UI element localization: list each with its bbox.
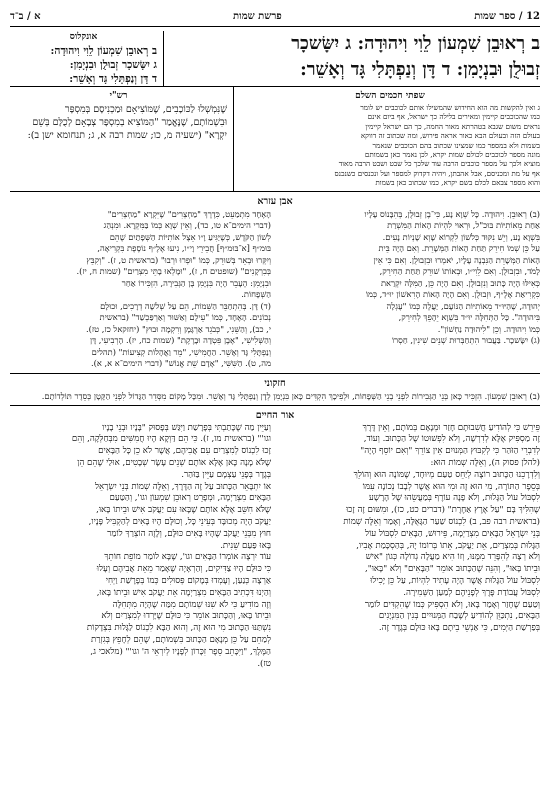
ibn-ezra-line: לָמֹד, וּבִזְבוּלֻן. וְאִם לֵוִי״ו, וּבְאוֹתוֹ שׁוּרֵק תַּחַת הַחִירֵק, [379, 266, 540, 277]
verse-line: זְבוּלֻן וּבִנְיָמִן: ד דָּן וְנַפְתָּלִי גָּד וְאָשֵׁר: [300, 59, 540, 80]
or-hachaim-line: כִּי כּוּלָּם הָיוּ צַדִּיקִים, וְהַרְאָיָה שֶׁאָמַר מֵאֵת אֲבִיהֶם וְעָלוּ [96, 564, 271, 575]
chizkuni-title: חזקוני [264, 377, 286, 389]
ibn-ezra-line: י, כב), וְהַשֵּׁנִי, "כְּבֹגֵד אַרְגָּמָן וְרִקְמָה וּבוּץ" (יחזקאל כז, טז). [85, 323, 271, 334]
ibn-ezra-line: אַחַת מֵאוֹתִיּוֹת בּוּכ"ל, וּרְאוּי לִהְיוֹת הָאוֹת הַמִּשְׁרַת [387, 220, 540, 231]
torah-text-block [10, 31, 540, 87]
or-hachaim-line: בְּנֵי יִשְׂרָאֵל הַבָּאִים מִצְרַיְמָה, פֵּירוּשׁ, הַבָּאִים לִסְבּוֹל עוֹל [365, 528, 540, 539]
verses-column [163, 31, 540, 86]
or-hachaim-line: שֶׁהִלִּיךְ בָּם "עַל אֶרֶץ אַחֶרֶת" (דברים כט, כז), וּמִשּׁוּם זֶה זָכוּ [345, 505, 540, 516]
or-hachaim-line: הַבָּאִים, נִתְכַּוֵּן לְהוֹדִיעַ לְשֶׁבַח הַמְּנוּיִים בְּנִין הַמִּנְיָנִים [378, 611, 540, 622]
ibn-ezra-line: עַל כֵּן שְׁמוֹ חִירֵק תַּחַת הָאוֹת הַמְּשָׁרֵת. וְאִם הָיָה בֵּית [378, 243, 540, 254]
or-hachaim-line: אַרְצָה כְּנַעַן, וְעָמְדוּ בְּמָקוֹם פְּסוּלִים כְּמוֹ בְּפָרָשַׁת וַיְחִי [105, 576, 271, 587]
siftei-chachamim-column [233, 87, 540, 191]
ibn-ezra-col-left [10, 209, 271, 370]
or-hachaim-line: זֶה מַסְפִּיק אֶלָּא לְדִרְשָׁה, וְלֹא לִפְשׁוּטוֹ שֶׁל הַכָּתוּב. וְעוֹד, [363, 434, 540, 445]
siftei-text [240, 103, 540, 188]
ibn-ezra-line: נְכוֹנִים. הָאֶחָד, כְּמוֹ "עֵילָם וְאַשּׁוּר וְאַרְפַּכְשַׁד" (בראשית [99, 312, 271, 323]
or-hachaim-line: שֶׁלֹּא מָנָה כָּאן אֶלָּא אוֹתָם שְׁנֵים עָשָׂר שְׁבָטִים, אוּלַי שֶׁהֵם הֵן [77, 458, 271, 469]
ibn-ezra-line: כְּמוֹ וִיהוּדָה. וְכֵן "לִיהוּדָה נַחְשׁוֹן". [437, 323, 540, 334]
or-hachaim-line: בְּגֶדֶר בְּפָנֵי עַצְמָם עַיֵּין בַּזֹּהַר. [181, 469, 271, 480]
onkelos-line: ג יִשָּׂשכָר זְבוּלֻן וּבִנְיָמִן: [69, 59, 157, 71]
rashi-line: שֶׁנִּמְשְׁלוּ לַכּוֹכָבִים, שֶׁמּוֹצִיאָם וּמַכְנִיסָם בְּמִסְפָּר [64, 104, 227, 115]
header-chapter-verse: א / ב־ד [10, 10, 41, 22]
siftei-line: בשמות ולא במספר כמו שמצינו שכתוב בהם הכוכבים שנאמר [372, 140, 540, 150]
siftei-line: כמו שהכוכבים קיימין ומאירים בלילה כך ישראל, אף ביום אינם [367, 112, 540, 122]
or-hachaim-line: נִשְׁתַּנּוּ הַכָּתוּב מִי הוּא זֶה, וְהוּא הַבָּא לִכְנוֹס לַגָּלוּת בִּצְדָקוֹת [86, 623, 271, 634]
page [10, 8, 540, 783]
ibn-ezra-line: מה, ט). הַשִּׁשִּׁי, "אָדָם שֵׁת אֱנוֹשׁ" (דברי הימים־א א, א). [91, 358, 271, 369]
rashi-line: וּבִשְׁמוֹתָם, שֶׁנֶּאֱמַר "הַמּוֹצִיא בְמִסְפָּר צְבָאָם לְכֻלָּם בְּשֵׁם [32, 117, 227, 128]
ibn-ezra-line: וְנַפְתָּלִי גָּד וְאָשֵׁר. הַחֲמִישִׁי, "מֵר וַאֲהָלוֹת קְצִיעוֹת" (תהלים [91, 346, 271, 357]
ibn-ezra-line: וּבִנְיָמִן: הֶעָבֵר הָיָה בִּנְיָמִן בֶּן הַגְּבִירָה, הִזְכִּירוֹ אַחַר [121, 277, 271, 288]
ibn-ezra-line: הַשְּׁפָחוֹת. [241, 289, 271, 300]
or-hachaim-line: וְעַיֵּין מַה שֶׁכָּתַבְתִּי בְּפָרָשַׁת וַיִּגַּשׁ בְּפָסוּק "בָּנָיו וּבְנֵי בָנָיו [102, 422, 271, 433]
or-hachaim-line: וּבֵיתוֹ בָּאוּ", וְהִנֵּה שֶׁהַכָּתוּב אוֹמֵר "הַבָּאִים" וְלֹא "בָּאוּ", [365, 564, 540, 575]
ibn-ezra-line: בִּיהוּדָה". כָּל הַתְּחִלָּה יוּ״ד בִּשְׁוָא יֵהָפֵךְ לְחִירֵק, [398, 312, 540, 323]
ibn-ezra-line: הָאֶחָד מִתְמַעֵט, כִּדֶרֶךְ "מַחְצְרִים" שֶׁיִּקְרָא "מַחְצְרִים" [107, 208, 271, 219]
ibn-ezra-line: בִּשְׁוָא נָע, וְיֵשׁ נִקּוּד כְּלֹשׁוֹן לִקְרוֹא שָׁוְא שָׁנְיוֹת נָעִים. [382, 231, 540, 242]
or-hachaim-line: לְמַחֵם עַל כֵּן מְנָאָם הַכָּתוּב בִּשְׁמוֹתָם, שֶׁהֵם לְחָפֵץ בְּגִזְרַת [91, 635, 271, 645]
ibn-ezra-line: הָאוֹת הַמְּשָׁרֵת הַנִּבְנֶה עָלָיו, יֹאמְרוּ וּבִזְבוּלֻן. וְאִם כִּי אֵין [373, 254, 540, 265]
or-hachaim-section [10, 406, 540, 674]
onkelos-line: ב רְאוּבֵן שִׁמְעוֹן לֵוִי וִיהוּדָה: [50, 45, 157, 57]
ibn-ezra-line: בּוּמ״ף [א־בּוּמ״ף] חֲבֵירֵי וָי״ו, נִיעוּ אֶלֶ״ף נוֹסֶפֶת בִּקְרִיאָה, [97, 243, 271, 254]
or-hachaim-col-left [10, 423, 271, 671]
chizkuni-text: (ב) רְאוּבֵן שִׁמְעוֹן. הִזְכִּיר כָּאן בְּנֵי הַגְּבִירוֹת לִפְנֵי בְנֵי הַשְּׁפָחוֹת, וּלְפִיכָךְ הִקְדִּים כָּאן בִּנְיָמִן לְדָן וְנַפְתָּלִי גָּד וְאָשֵׁר. וּמִכָּל מָקוֹם מִסְּדֵר הַגָּדוֹל לִפְנֵי הַקָּטָן כְּסֵדֶר תּוֹלְדוֹתָם. [41, 390, 540, 401]
or-hachaim-line: וּבֵיתוֹ בָּאוּ, וְהַכָּתוּב אוֹמֵר כִּי כּוּלָּם שֶׁיָּרְדוּ לְמִצְרַיִם וְלֹא [101, 611, 271, 622]
or-hachaim-line: הַמֶּלֶךְ, "וַיִּכָּתֵב סֵפֶר זִכָּרוֹן לְפָנָיו לְיִרְאֵי ה' וגו'" (מלאכי ג, [90, 646, 271, 657]
ibn-ezra-section [10, 192, 540, 374]
or-hachaim-line: וְטַעַם שֶׁחָזַר וְאָמַר בָּאוּ, וְלֹא הִסְפִּיק כְּמוֹ שֶׁהִקְדִּים לוֹמַר [364, 599, 540, 610]
siftei-line: ג ואין להקשות מה הוא החידוש שהמשילו אותם לכוכבים יש לומר [360, 103, 540, 112]
or-hachaim-line: חוּץ מִבְּנֵי יַעֲקֹב שֶׁהָיוּ בָּאִים כּוּלָּם, וְלָזֶה הוֹצְרַךְ לוֹמַר [107, 528, 271, 539]
ibn-ezra-line: (דברי הימים־א טו, כד), וְאֵין שְׁוָא כְּמוֹ בַּמִּקְרָא. וּמִנְהַג [103, 220, 271, 231]
or-hachaim-line: הַגָּלוּת בְּמִצְרַיִם, אֵת יַעֲקֹב, אֵתוֹ בְּרוֹמוֹ יָהּ, בְּהַסְכָּמַת אָבִיו, [356, 540, 540, 551]
or-hachaim-line: וְלִדְרָכֵנוּ הַכָּתוּב רוֹצֶה לְיַחֵס טַעַם מְיוּחָד, שֶׁמּוֹנָה הוּא וְהוֹלֵךְ [353, 469, 540, 480]
siftei-line: אף על מת ומכניסם, אבל אהבתן, ויהיה דקדוק למספר ועל ונכנסים כשנכנס [334, 168, 540, 178]
ibn-ezra-line: כְּאִילּוּ הָיָה כָּתוּב וְנִזְבוּלֻן. וְאִם הָיָה כֵּן, הַמִּלָּה יִקְרַאת [380, 277, 540, 288]
or-hachaim-line: בְּפַרְשַׁת הַיְּמִים, כִּי אַנְשֵׁי בֵיתָם בָּאוּ כּוּלָם בְּגֶדֶר זֶה. [378, 623, 540, 634]
onkelos-column [10, 31, 163, 86]
ibn-ezra-col-right [279, 209, 540, 370]
or-hachaim-line: זָכוּ לִכְנוֹס לְמִצְרַיִם עִם אֲבִיהֶם, אֲשֶׁר לֹא כֵן כָּל הַבָּאִים [98, 446, 271, 457]
or-hachaim-col-right [279, 423, 540, 671]
or-hachaim-line: וְהַיְנוּ דִּכְתִיב הַבָּאִים מִצְרַיְמָה אֵת יַעֲקֹב אִישׁ וּבֵיתוֹ בָּאוּ, [96, 587, 271, 598]
siftei-line: בעולם הזה ובעולם הבא כאור אראה פירוש, ומה שכתוב זה דווקא [360, 131, 540, 141]
ibn-ezra-line: וְהַשְּׁלִישִׁי, "אֶבֶן פִּטְדָה וּבָרֶקֶת" (שמות כח, יז). הָרְבִיעִי, דָּן [90, 335, 271, 346]
ibn-ezra-line: כִּקְרִיאַת אָלֶ״ף, וּזְבוּלֻן. וְאִם הָיָה הָאוֹת הָרִאשׁוֹן יוּ״ד, כְּמוֹ [365, 289, 540, 300]
or-hachaim-title: אור החיים [255, 409, 295, 421]
or-hachaim-line: הַבָּאִים מִצְרַיְמָה, וּמְפָרֵט רְאוּבֵן שִׁמְעוֹן וגו', וְהַטַּעַם [109, 493, 271, 504]
header-book-page: 12 / ספר שמות [474, 10, 540, 22]
or-hachaim-line: (להלן פסוק ה), וְאֵלֶּה שְׁמוֹת הוּא: [430, 458, 540, 469]
or-hachaim-line: לִסְבּוֹל עֲבוֹדַת פֶּרֶךְ לְפָנֵיהֶם לְמַעַן הַשְּׁמִירָה. [403, 587, 540, 598]
rashi-column [10, 87, 233, 191]
siftei-line: מונה מספר לכוכבים לכולם שמות יקרא, לכן נאמר כאן בשמותם [364, 150, 540, 160]
ibn-ezra-line: יְהוּדָה, שֶׁהַיּוּ״ד מֵאוֹתִיּוֹת הַנּוֹעָם, יַעֲלֶה כְּמוֹ "עֶגְלָה [386, 300, 540, 311]
or-hachaim-line: יַעֲקֹב הָיָה מְכוּבָּד בְּעֵינֵי כָּל, וְכוּלָּם הָיוּ בָּאִים לְהַקְבִּיל פָּנָיו, [88, 517, 271, 528]
or-hachaim-line: לִסְבּוֹל עוֹל הַגָּלוּת אֲשֶׁר הָיָה עָתִיד לִהְיוֹת, עַל כֵּן יָכִילוּ [370, 576, 540, 587]
or-hachaim-line: אוֹ יִתְבָּאֵר הַכָּתוּב עַל זֶה הַדֶּרֶךְ, וְאֵלֶּה שְׁמוֹת בְּנֵי יִשְׂרָאֵל [94, 481, 271, 492]
ibn-ezra-line: לְשׁוֹן הַקֹּדֶשׁ, כְּשֶׁיַּגִּיעַ וָ״ו אֵצֶל אוֹתִיּוֹת הַשְּׁפָתַיִם שֶׁהֵם [109, 231, 271, 242]
or-hachaim-line: לְדִבְרֵי הַזֹּהַר כִּי לְקִבּוּץ הַמְּנוּיִם אֵין צוֹרֵךְ "וְאִם יוֹסֵף הָיָה" [360, 446, 540, 457]
page-header [10, 8, 540, 27]
ibn-ezra-line: (ב) רְאוּבֵן. וִיהוּדָה. כָּל שְׁוָא נָע, כִּי־בֶן זְבוּלֻן, בְּהִבָּנוֹס עָלָיו [364, 208, 540, 219]
chizkuni-section [10, 374, 540, 406]
or-hachaim-line: וגו'" (בראשית מו, ז). כִּי הֵם דַּוְקָא הָיוּ חֲמִשִּׁים מִבְּחַלְּקָה, וְהֵם [71, 434, 271, 445]
ibn-ezra-line: וְיִקְּרוּ וּבְאֵר בְּשׁוּרֵק, כְּמוֹ "וּפְרוּ וּרְבוּ" (בראשית ט, ז). "וְקִבֵּץ [86, 254, 271, 265]
ibn-ezra-line: (ד) דָּן. בְּהִתְחַבֵּר הַשֵּׁמוֹת, הֵם עַל שְׁלשָׁה דְרָכִים, וּכוּלָם [100, 300, 271, 311]
siftei-line: מוציא ולכך על מספר כוכבים הרבה עוד שלכך כל שבט ושבט הרבה מאוד [338, 159, 540, 169]
rashi-line: יִקְרָא" (ישעיה מ, כו; שמות רבה א, ג; תנחומא ישן ב): [27, 130, 227, 141]
or-hachaim-line: שֶׁלֹּא חִשֵּׁב אֶלָּא אוֹתָם שֶׁבָּאוּ עִם יַעֲקֹב אִישׁ וּבֵיתוֹ בָּאוּ, [96, 505, 271, 516]
ibn-ezra-title: אבן עזרא [257, 195, 293, 207]
rashi-title: רש"י [109, 91, 128, 101]
or-hachaim-line: (בראשית רבה פב, ב) לִכְנוֹס שַׁעַר הַגָּאֻלָּה, וְאָמַר וְאֵלֶּה שְׁמוֹת [343, 517, 540, 528]
or-hachaim-line: עוֹד יִרְצֶה אוֹמְרוֹ הַבָּאִים וגו', שֶׁבָּא לוֹמַר מוֹפֵת חוֹתֵךְ [104, 552, 271, 563]
onkelos-title: אונקלוס [69, 32, 98, 42]
onkelos-line: ד דָּן וְנַפְתָּלִי גָּד וְאָשֵׁר: [69, 73, 157, 85]
or-hachaim-line: בָּאוּ פַּעַם שֵׁנִית. [220, 540, 271, 551]
commentary-top-block [10, 87, 540, 192]
rashi-text [10, 103, 227, 142]
or-hachaim-line: פֵּירֵשׁ כִּי לְהוֹדִיעַ חֲשִׁבוּתָם חָזַר וּמְנָאָם בְּמוֹתָם, וְאֵין דֶּרֶךְ [362, 422, 540, 433]
ibn-ezra-line: בְּבִרְקָנִים" (שופטים ח, ז), "וּמָלְאוּ בָתֵּי מִצְרַיִם" (שמות ח, יז). [76, 266, 271, 277]
ibn-ezra-line: (ג) יִשָּׂשכָר. בַּעֲבוּר הִתְחַבְּרוּת שְׁנֵים שִׁינִין, חַסְרוֹ [391, 335, 540, 346]
or-hachaim-line: וְלֹא רְצָה לְהִפָּרֵד מִמֶּנּוּ, וְזוֹ הִיא מַעֲלָה גְדוֹלָה כְּגוֹן "אִישׁ [365, 552, 540, 563]
siftei-title: שפתי חכמים השלם [355, 91, 425, 101]
siftei-line: והוא מספר צבאם לכלם בשם יקרא, כמו שכתוב כאן בשמות [375, 178, 540, 188]
siftei-line: נראים משום שגבא בטהרתא מאור החמה, כך הם ישראל קיימין [365, 121, 540, 131]
verse-line: ב רְאוּבֵן שִׁמְעוֹן לֵוִי וִיהוּדָה: ג יִשָּׂשכָר [291, 33, 540, 54]
or-hachaim-line: טז). [257, 658, 271, 669]
header-parasha: פרשת שמות [233, 10, 282, 22]
or-hachaim-line: וְזֶה מוֹדִיעַ כִּי לֹא שִׁנּוּ שְׁמוֹתָם מִמַּה שֶׁהָיָה מִתְּחִלָּה [112, 599, 271, 610]
or-hachaim-line: לִסְבּוֹל עוֹל הַגָּלוּת, וְלֹא פָנָה עוֹרֶף בְּמַעֲשֵׂהוּ שֶׁל הָרָשָׁע [368, 493, 540, 504]
or-hachaim-line: בְּסֵפֶר הַתּוֹרָה, מִי הוּא זֶה וּמִי הוּא אֲשֶׁר לְבָבוֹ נְכוֹנָה עִמּוֹ [362, 481, 540, 492]
